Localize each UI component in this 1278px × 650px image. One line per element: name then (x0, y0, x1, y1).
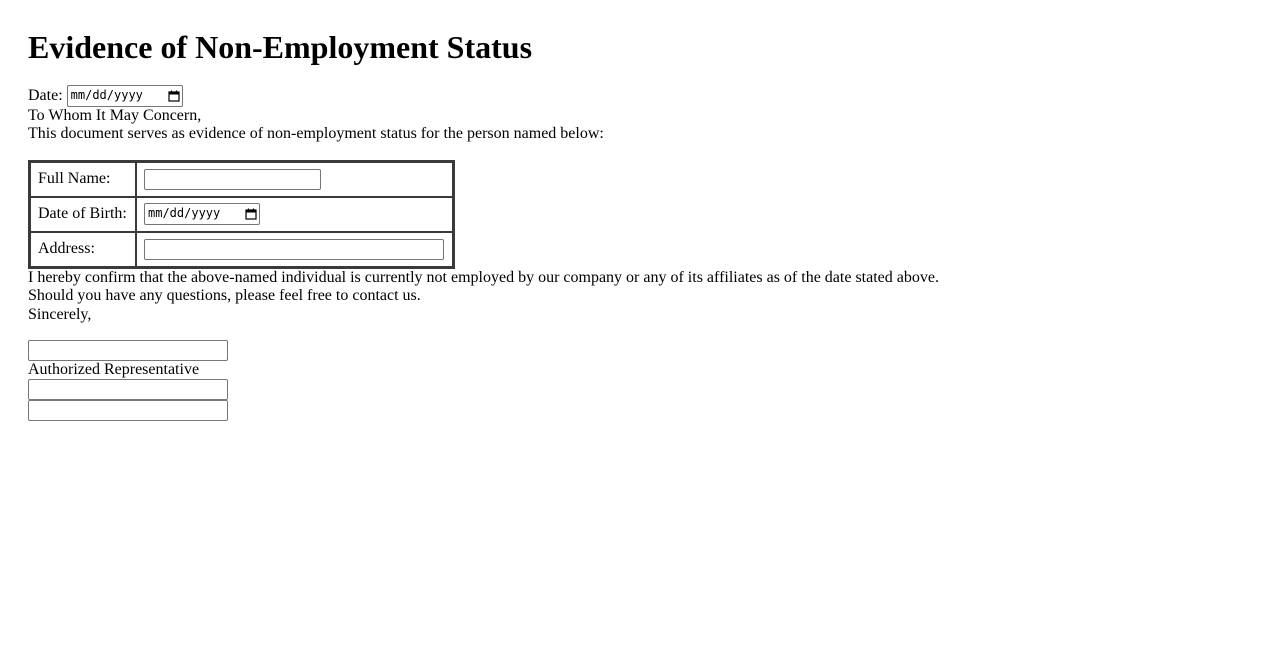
full-name-label: Full Name: (30, 162, 136, 197)
salutation: To Whom It May Concern, (28, 107, 202, 124)
date-input[interactable] (67, 85, 183, 107)
signature-block (28, 340, 1278, 421)
calendar-icon[interactable] (168, 90, 180, 102)
table-row (30, 162, 453, 197)
intro-text: This document serves as evidence of non-employment status for the person named below: (28, 125, 604, 143)
full-name-cell (136, 162, 453, 197)
address-input[interactable] (144, 239, 444, 260)
contact-text: Should you have any questions, please feel free to contact us. (28, 287, 421, 305)
signature-input[interactable] (28, 340, 228, 361)
date-input-placeholder: mm/dd/yyyy (70, 88, 143, 103)
closing-text: Sincerely, (28, 305, 92, 323)
address-cell (136, 232, 453, 267)
dob-input[interactable] (144, 203, 260, 225)
dob-cell (136, 197, 453, 232)
full-name-input[interactable] (144, 169, 321, 190)
address-label: Address: (30, 232, 136, 267)
signature-label: Authorized Representative (28, 360, 200, 378)
page-title: Evidence of Non-Employment Status (28, 29, 533, 65)
person-info-table (28, 160, 455, 269)
dob-input-placeholder: mm/dd/yyyy (148, 206, 221, 221)
representative-field-1[interactable] (28, 379, 228, 400)
dob-label: Date of Birth: (30, 197, 136, 232)
date-label: Date: (28, 86, 63, 104)
representative-field-2[interactable] (28, 400, 228, 421)
calendar-icon[interactable] (245, 208, 257, 220)
confirmation-text: I hereby confirm that the above-named individual is currently not employed by our company or any of its affiliates as of the date stated above. (28, 268, 939, 286)
table-row (30, 232, 453, 267)
date-row (28, 85, 1278, 107)
table-row (30, 197, 453, 232)
